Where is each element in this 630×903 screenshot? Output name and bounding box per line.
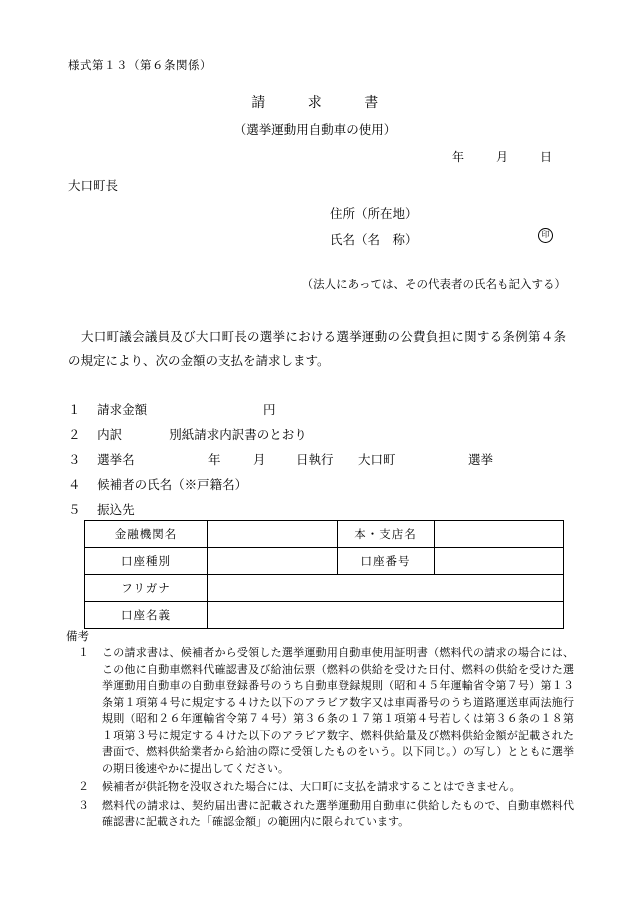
item-number: ５ [68, 503, 81, 517]
addressee: 大口町長 [68, 179, 119, 193]
body-paragraph: 大口町議会議員及び大口町長の選挙における選挙運動の公費負担に関する条例第４条の規定により、次の金額の支払を請求します。 [68, 330, 566, 368]
account-holder-value[interactable] [208, 602, 564, 629]
seal-icon: 印 [538, 228, 553, 243]
furigana-label: フリガナ [85, 575, 208, 602]
table-row [85, 575, 564, 602]
election-month-field: 月 [253, 453, 266, 467]
title-char-2: 求 [307, 96, 323, 111]
item-label: 振込先 [97, 503, 135, 517]
item-number: ３ [68, 453, 81, 467]
bank-institution-label: 金融機関名 [85, 521, 208, 548]
bank-branch-value[interactable] [434, 521, 564, 548]
item-candidate-name [68, 475, 576, 500]
bank-branch-label: 本・支店名 [337, 521, 434, 548]
item-label: 内訳 [97, 428, 123, 442]
name-label: 氏名（名 称） [330, 233, 418, 247]
item-label: 選挙名 [97, 453, 135, 467]
applicant-block [330, 201, 418, 253]
date-line [0, 148, 552, 165]
item-number: ２ [68, 428, 81, 442]
account-type-value[interactable] [208, 548, 338, 575]
remark-text: 燃料代の請求は、契約届出書に記載された選挙運動用自動車に供給したもので、自動車燃料代確認書に記載された「確認金額」の範囲内に限られています。 [102, 799, 574, 828]
table-row [85, 602, 564, 629]
address-label: 住所（所在地） [330, 207, 418, 221]
table-row [85, 548, 564, 575]
form-number: 様式第１３（第６条関係） [68, 60, 212, 72]
title-char-1: 請 [251, 96, 266, 111]
item-breakdown [68, 425, 576, 450]
remarks-list [66, 645, 574, 833]
item-label: 請求金額 [97, 403, 148, 417]
amount-unit: 円 [263, 403, 276, 417]
account-number-label: 口座番号 [337, 548, 434, 575]
table-row [85, 521, 564, 548]
remarks-heading: 備考 [66, 631, 89, 643]
items-list [68, 400, 576, 525]
election-municipality-field: 大口町 [358, 453, 396, 467]
date-year-field: 年 [451, 150, 464, 164]
remark-text: 候補者が供託物を没収された場合には、大口町に支払を請求することはできません。 [102, 781, 521, 793]
breakdown-value: 別紙請求内訳書のとおり [169, 428, 307, 442]
bank-account-table [84, 520, 564, 629]
date-month-field: 月 [495, 150, 508, 164]
remark-number: １ [78, 647, 89, 659]
remark-item-1 [66, 645, 574, 777]
furigana-value[interactable] [208, 575, 564, 602]
remark-number: ３ [78, 799, 89, 812]
remark-text: この請求書は、候補者から受領した選挙運動用自動車使用証明書（燃料代の請求の場合には、この他に自動車燃料代確認書及び給油伝票（燃料の供給を受けた日付、燃料の供給を受けた選挙運動用自動車の自動車登録番号のうち自動車登録規則（昭和４５年運輸省令第７号）第１３条第１項第４号に規定する４けた以下のアラビア数字又は車両番号のうち道路運送車両法施行規則（昭和２６年運輸省令第７４号）第３６条の１７第１項第４号若しくは第３６条の１８第１項第３号に規定する４けた以下のアラビア数字、燃料供給量及び燃料供給金額が記載された書面で、燃料供給業者から給油の際に受領したものをいう。以下同じ。）の写し）とともに選挙の期日後速やかに提出してください。 [102, 647, 574, 775]
account-type-label: 口座種別 [85, 548, 208, 575]
page-title [0, 92, 630, 112]
account-holder-label: 口座名義 [85, 602, 208, 629]
page-subtitle: （選挙運動用自動車の使用） [233, 123, 397, 137]
item-election-name [68, 450, 576, 475]
election-execution-date-field: 日執行 [296, 453, 334, 467]
bank-institution-value[interactable] [208, 521, 338, 548]
election-suffix-field: 選挙 [468, 453, 494, 467]
item-number: ４ [68, 478, 81, 492]
item-claim-amount [68, 400, 576, 425]
account-number-value[interactable] [434, 548, 564, 575]
item-number: １ [68, 403, 81, 417]
remark-item-3 [66, 798, 574, 831]
item-label: 候補者の氏名（※戸籍名） [97, 478, 248, 492]
date-day-field: 日 [539, 150, 552, 164]
title-char-3: 書 [364, 96, 379, 111]
remark-number: ２ [78, 781, 89, 793]
corporate-note: （法人にあっては、その代表者の氏名も記入する） [301, 279, 566, 291]
remark-item-2 [66, 779, 574, 796]
election-year-field: 年 [208, 453, 221, 467]
